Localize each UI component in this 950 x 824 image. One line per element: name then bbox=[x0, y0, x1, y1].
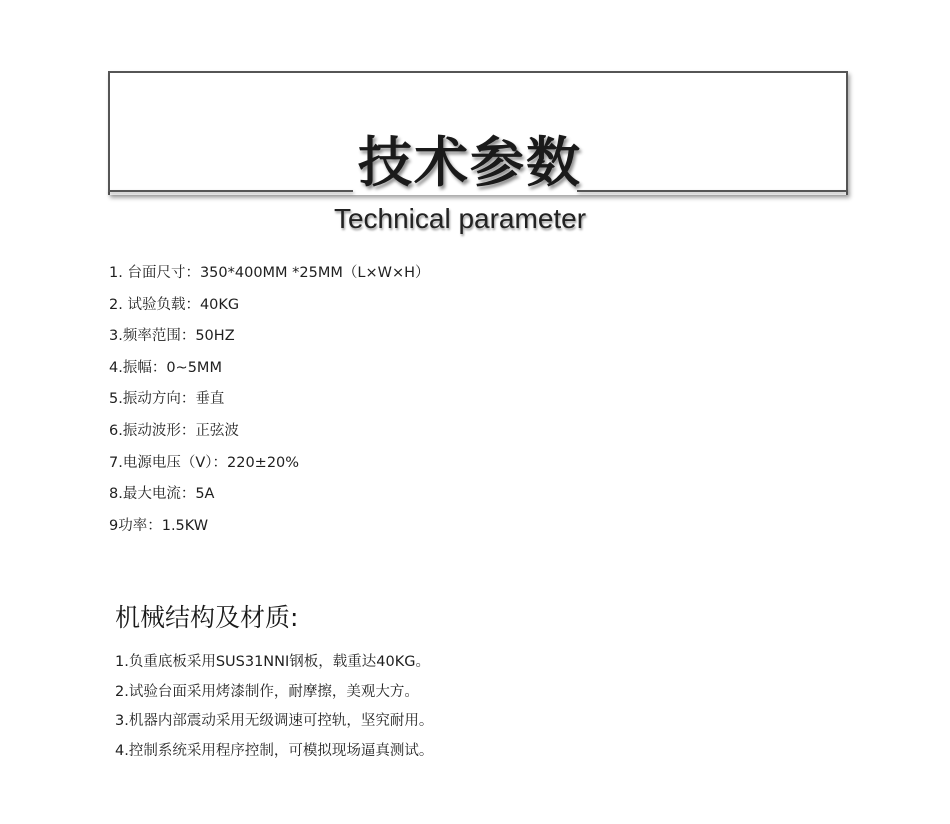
structure-item-table-surface: 2.试验台面采用烤漆制作，耐摩擦，美观大方。 bbox=[115, 683, 419, 700]
parameter-item-test-load: 2. 试验负载：40KG bbox=[109, 296, 240, 313]
parameter-item-vibration-direction: 5.振动方向：垂直 bbox=[109, 391, 225, 408]
parameter-item-max-current: 8.最大电流：5A bbox=[109, 486, 215, 503]
structure-item-vibration-speed: 3.机器内部震动采用无级调速可控轨，坚究耐用。 bbox=[115, 713, 434, 729]
parameter-item-frequency-range: 3.频率范围：50HZ bbox=[109, 328, 235, 345]
parameter-item-amplitude: 4.振幅：0~5MM bbox=[109, 359, 222, 376]
structure-section-title: 机械结构及材质: bbox=[115, 603, 299, 632]
structure-item-control-system: 4.控制系统采用程序控制，可模拟现场逼真测试。 bbox=[115, 742, 434, 759]
parameter-list bbox=[109, 262, 430, 546]
title-cn: 技术参数 bbox=[358, 131, 582, 194]
parameter-item-voltage: 7.电源电压（V）：220±20% bbox=[109, 454, 300, 471]
title-en: Technical parameter bbox=[333, 203, 587, 234]
parameter-item-waveform: 6.振动波形：正弦波 bbox=[109, 422, 239, 439]
parameter-item-table-size: 1. 台面尺寸：350*400MM *25MM（L×W×H） bbox=[109, 265, 430, 281]
parameter-item-power: 9功率：1.5KW bbox=[109, 517, 209, 534]
structure-item-base-plate: 1.负重底板采用SUS31NNI钢板，载重达40KG。 bbox=[115, 654, 430, 670]
title-frame-bottom-right bbox=[577, 190, 846, 192]
title-frame-bottom-left bbox=[108, 190, 353, 192]
structure-list bbox=[115, 651, 433, 769]
